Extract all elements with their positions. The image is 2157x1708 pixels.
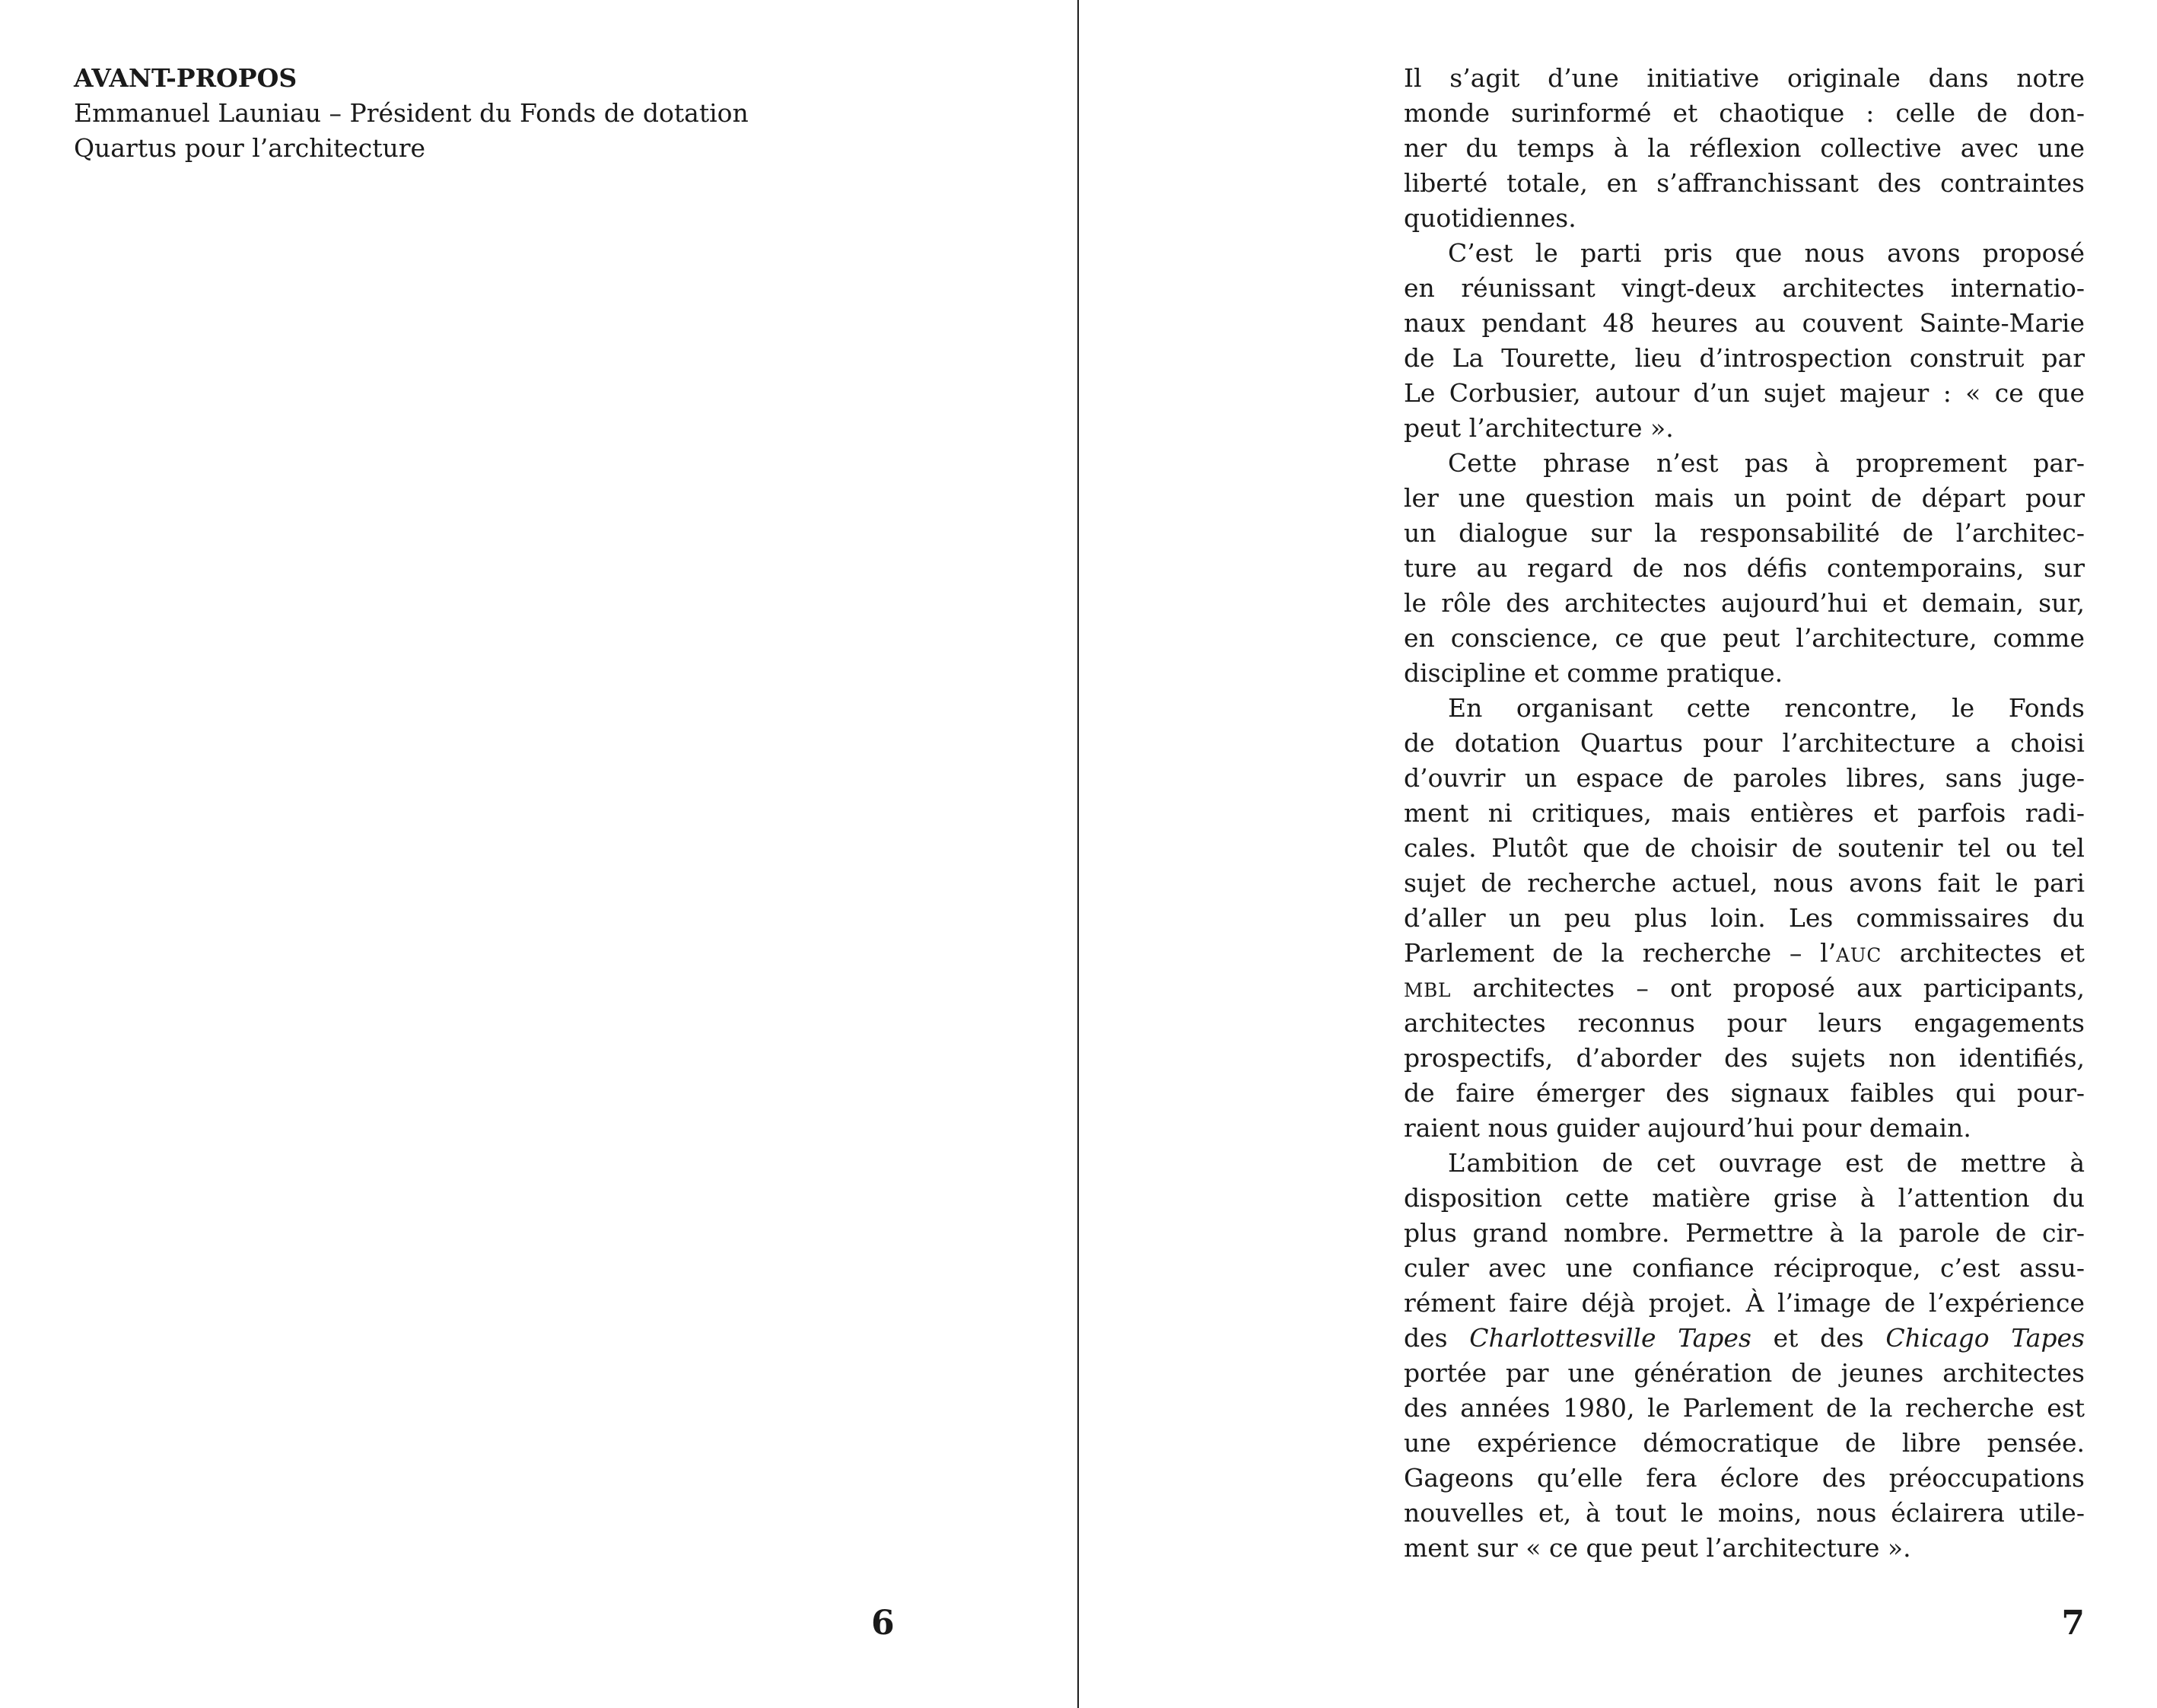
text-line: de La Tourette, lieu d’introspection construit par: [1404, 343, 2085, 373]
text-line: En organisant cette rencontre, le Fonds: [1448, 693, 2085, 723]
small-caps-text: AUC: [1836, 944, 1882, 966]
text-line: des Charlottesville Tapes et des Chicago Tapes: [1404, 1323, 2085, 1353]
text-line: des années 1980, le Parlement de la recherche est: [1404, 1393, 2085, 1423]
text-line: Il s’agit d’une initiative originale dans notre: [1404, 63, 2085, 93]
text-line: ment ni critiques, mais entières et parfois radi-: [1404, 798, 2085, 828]
text-line: portée par une génération de jeunes architectes: [1404, 1358, 2085, 1388]
text-line: liberté totale, en s’affranchissant des contraintes: [1404, 168, 2085, 198]
text-line: architectes reconnus pour leurs engagements: [1404, 1008, 2085, 1038]
text-line: C’est le parti pris que nous avons proposé: [1448, 238, 2085, 268]
chapter-header: [74, 61, 749, 166]
text-line: d’ouvrir un espace de paroles libres, sans juge-: [1404, 763, 2085, 793]
text-line: disposition cette matière grise à l’attention du: [1404, 1183, 2085, 1213]
text-line: plus grand nombre. Permettre à la parole de cir-: [1404, 1218, 2085, 1248]
page-divider: [1077, 0, 1079, 1708]
text-line: cales. Plutôt que de choisir de soutenir tel ou tel: [1404, 833, 2085, 863]
italic-text: Chicago Tapes: [1885, 1323, 2085, 1353]
text-line: MBL architectes – ont proposé aux participants,: [1404, 973, 2085, 1003]
author-line-1: Emmanuel Launiau – Président du Fonds de dotation: [74, 98, 749, 128]
text-line: raient nous guider aujourd’hui pour demain.: [1404, 1113, 1971, 1143]
text-line: en réunissant vingt-deux architectes internatio-: [1404, 273, 2085, 303]
text-line: ner du temps à la réflexion collective avec une: [1404, 133, 2085, 163]
text-line: sujet de recherche actuel, nous avons fait le pari: [1404, 868, 2085, 898]
page-number-left: 6: [871, 1604, 895, 1643]
chapter-title: AVANT-PROPOS: [74, 63, 297, 93]
italic-text: Charlottesville Tapes: [1469, 1323, 1751, 1353]
text-line: discipline et comme pratique.: [1404, 658, 1783, 688]
text-line: le rôle des architectes aujourd’hui et demain, sur,: [1404, 588, 2085, 618]
text-line: Cette phrase n’est pas à proprement par-: [1448, 448, 2085, 478]
text-line: ture au regard de nos défis contemporains, sur: [1404, 553, 2085, 583]
text-line: un dialogue sur la responsabilité de l’architec-: [1404, 518, 2085, 548]
text-line: culer avec une confiance réciproque, c’est assu-: [1404, 1253, 2085, 1283]
text-line: nouvelles et, à tout le moins, nous éclairera utile-: [1404, 1498, 2085, 1528]
text-line: L’ambition de cet ouvrage est de mettre à: [1448, 1148, 2085, 1178]
text-line: ler une question mais un point de départ pour: [1404, 483, 2085, 513]
author-line-2: Quartus pour l’architecture: [74, 133, 426, 163]
text-line: Le Corbusier, autour d’un sujet majeur : « ce que: [1404, 378, 2085, 408]
page-number-right: 7: [2061, 1604, 2085, 1643]
text-line: de dotation Quartus pour l’architecture a choisi: [1404, 728, 2085, 758]
text-line: d’aller un peu plus loin. Les commissaires du: [1404, 903, 2085, 933]
text-line: rément faire déjà projet. À l’image de l’expérience: [1404, 1288, 2085, 1318]
text-line: ment sur « ce que peut l’architecture ».: [1404, 1533, 1911, 1563]
text-line: monde surinformé et chaotique : celle de don-: [1404, 98, 2085, 128]
text-line: naux pendant 48 heures au couvent Sainte-Marie: [1404, 308, 2085, 338]
text-line: prospectifs, d’aborder des sujets non identifiés,: [1404, 1043, 2085, 1073]
text-line: une expérience démocratique de libre pensée.: [1404, 1428, 2085, 1458]
text-line: peut l’architecture ».: [1404, 413, 1674, 443]
small-caps-text: MBL: [1404, 979, 1452, 1001]
text-line: Gageons qu’elle fera éclore des préoccupations: [1404, 1463, 2085, 1493]
body-text-column: [1404, 61, 2085, 1566]
text-line: de faire émerger des signaux faibles qui pour-: [1404, 1078, 2085, 1108]
text-line: Parlement de la recherche – l’AUC architectes et: [1404, 938, 2085, 968]
text-line: en conscience, ce que peut l’architecture, comme: [1404, 623, 2085, 653]
text-line: quotidiennes.: [1404, 203, 1576, 233]
